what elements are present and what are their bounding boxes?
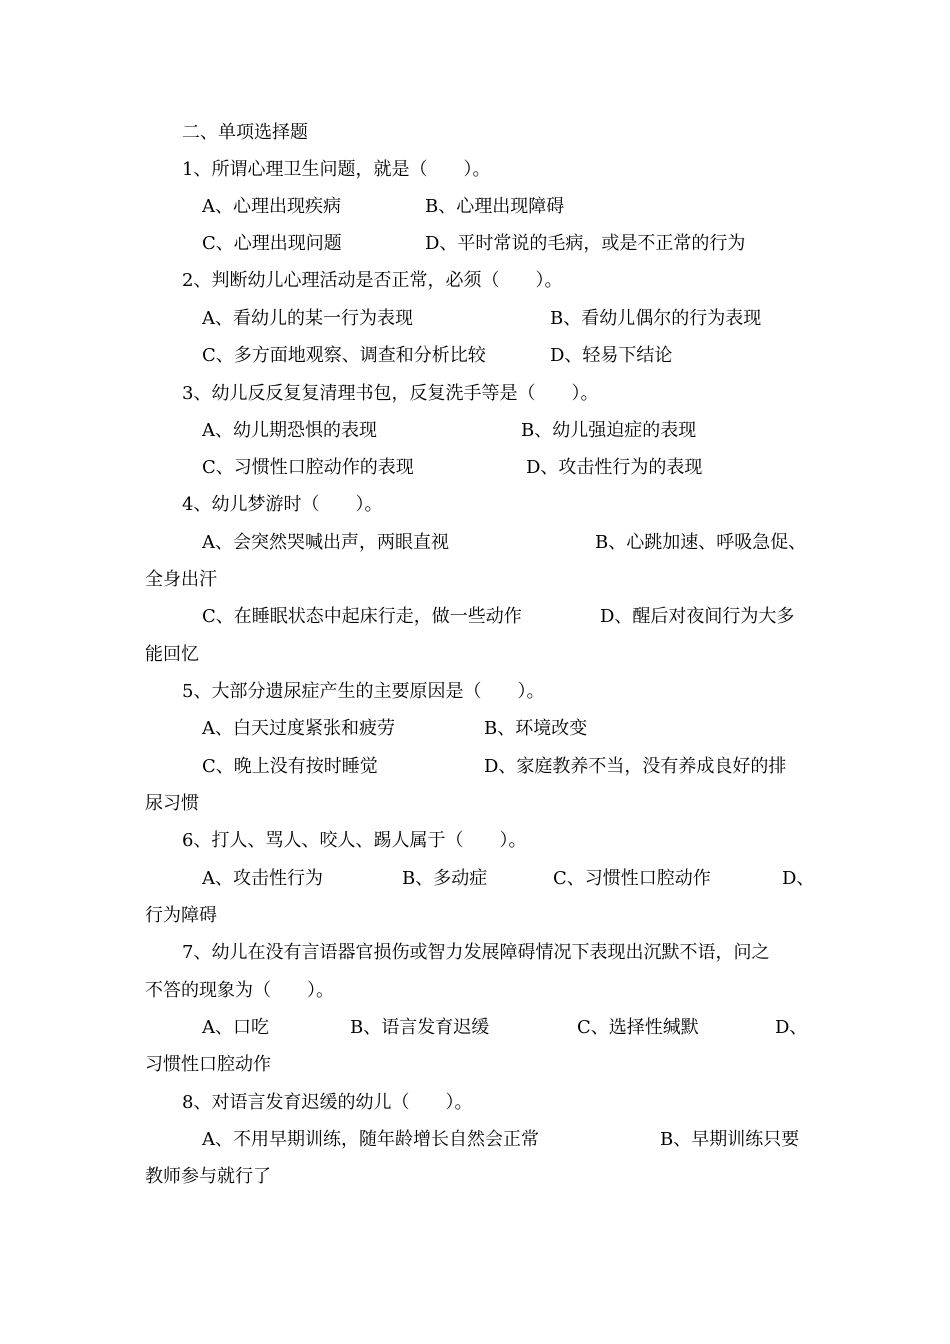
question-1-option-a: A、心理出现疾病 <box>202 196 341 217</box>
question-2-option-d: D、轻易下结论 <box>550 345 673 366</box>
question-7-option-c: C、选择性缄默 <box>577 1017 699 1038</box>
question-2-option-c: C、多方面地观察、调查和分析比较 <box>202 345 486 366</box>
question-2-option-a: A、看幼儿的某一行为表现 <box>202 308 413 329</box>
question-8-stem: 8、对语言发育迟缓的幼儿（ ）。 <box>182 1092 473 1113</box>
question-5-option-d-continued: 尿习惯 <box>145 793 199 814</box>
question-2-stem: 2、判断幼儿心理活动是否正常，必须（ ）。 <box>182 270 563 291</box>
question-8-option-a: A、不用早期训练，随年龄增长自然会正常 <box>202 1129 539 1150</box>
question-7-option-a: A、口吃 <box>202 1017 269 1038</box>
question-3-option-a: A、幼儿期恐惧的表现 <box>202 420 377 441</box>
question-1-option-c: C、心理出现问题 <box>202 233 342 254</box>
question-5-option-a: A、白天过度紧张和疲劳 <box>202 718 395 739</box>
question-6-option-a: A、攻击性行为 <box>202 868 323 889</box>
question-3-option-c: C、习惯性口腔动作的表现 <box>202 457 414 478</box>
question-5-option-c: C、晚上没有按时睡觉 <box>202 756 378 777</box>
question-4-option-c: C、在睡眠状态中起床行走，做一些动作 <box>202 606 522 627</box>
question-2-option-b: B、看幼儿偶尔的行为表现 <box>550 308 762 329</box>
question-7-stem: 7、幼儿在没有言语器官损伤或智力发展障碍情况下表现出沉默不语，问之 <box>182 942 770 963</box>
question-4-option-b: B、心跳加速、呼吸急促、 <box>595 532 807 553</box>
question-8-option-b: B、早期训练只要 <box>660 1129 800 1150</box>
question-7-option-b: B、语言发育迟缓 <box>350 1017 490 1038</box>
question-4-stem: 4、幼儿梦游时（ ）。 <box>182 494 383 515</box>
question-6-option-b: B、多动症 <box>402 868 488 889</box>
question-1-stem: 1、所谓心理卫生问题，就是（ ）。 <box>182 159 491 180</box>
question-3-stem: 3、幼儿反反复复清理书包，反复洗手等是（ ）。 <box>182 383 599 404</box>
question-7-stem-continued: 不答的现象为（ ）。 <box>145 980 334 1001</box>
question-5-stem: 5、大部分遗尿症产生的主要原因是（ ）。 <box>182 681 545 702</box>
question-4-option-d: D、醒后对夜间行为大多 <box>600 606 795 627</box>
question-3-option-b: B、幼儿强迫症的表现 <box>521 420 697 441</box>
question-6-option-d-continued: 行为障碍 <box>145 905 217 926</box>
question-8-option-b-continued: 教师参与就行了 <box>145 1166 271 1187</box>
question-5-option-d: D、家庭教养不当，没有养成良好的排 <box>484 756 787 777</box>
question-5-option-b: B、环境改变 <box>484 718 588 739</box>
question-1-option-d: D、平时常说的毛病，或是不正常的行为 <box>425 233 746 254</box>
section-title: 二、单项选择题 <box>182 122 308 143</box>
question-4-option-b-continued: 全身出汗 <box>145 569 217 590</box>
question-6-stem: 6、打人、骂人、咬人、踢人属于（ ）。 <box>182 830 527 851</box>
question-3-option-d: D、攻击性行为的表现 <box>526 457 703 478</box>
question-7-option-d: D、 <box>775 1017 808 1038</box>
question-4-option-d-continued: 能回忆 <box>145 644 199 665</box>
question-6-option-c: C、习惯性口腔动作 <box>553 868 711 889</box>
question-4-option-a: A、会突然哭喊出声，两眼直视 <box>202 532 449 553</box>
question-6-option-d: D、 <box>782 868 815 889</box>
question-1-option-b: B、心理出现障碍 <box>425 196 565 217</box>
question-7-option-d-continued: 习惯性口腔动作 <box>145 1054 271 1075</box>
